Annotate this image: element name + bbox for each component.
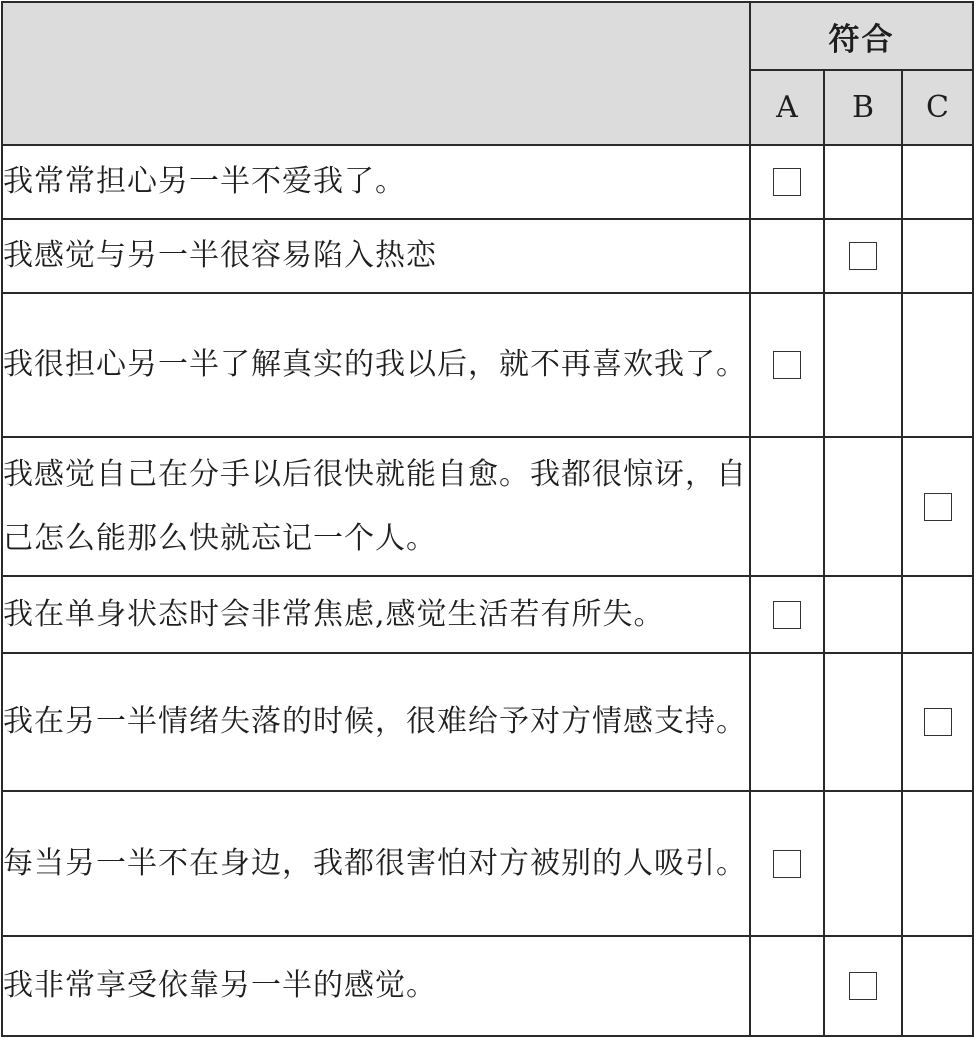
checkbox-a[interactable] — [773, 351, 801, 379]
checkbox-a[interactable] — [773, 168, 801, 196]
option-cell-a — [750, 437, 824, 576]
question-row — [2, 437, 973, 576]
option-header-c: C — [902, 70, 973, 145]
checkbox-b[interactable] — [849, 242, 877, 270]
checkbox-a[interactable] — [773, 850, 801, 878]
option-cell-a — [750, 936, 824, 1036]
question-statement: 我非常享受依靠另一半的感觉。 — [2, 936, 750, 1036]
option-cell-c — [902, 936, 973, 1036]
option-cell-a — [750, 653, 824, 791]
option-cell-a — [750, 293, 824, 437]
checkbox-a[interactable] — [773, 601, 801, 629]
question-statement: 我感觉自己在分手以后很快就能自愈。我都很惊讶，自己怎么能那么快就忘记一个人。 — [2, 437, 750, 576]
option-cell-b — [824, 576, 902, 653]
checkbox-c[interactable] — [924, 708, 952, 736]
question-row — [2, 145, 973, 219]
option-cell-a — [750, 576, 824, 653]
checkbox-b[interactable] — [849, 972, 877, 1000]
question-row — [2, 791, 973, 936]
question-row — [2, 936, 973, 1036]
option-cell-b — [824, 936, 902, 1036]
question-statement: 我在另一半情绪失落的时候，很难给予对方情感支持。 — [2, 653, 750, 791]
option-cell-b — [824, 791, 902, 936]
option-header-b: B — [824, 70, 902, 145]
statement-header-cell — [2, 2, 750, 145]
option-cell-c — [902, 293, 973, 437]
option-cell-a — [750, 791, 824, 936]
option-cell-c — [902, 653, 973, 791]
checkbox-c[interactable] — [924, 493, 952, 521]
question-row — [2, 576, 973, 653]
question-row — [2, 219, 973, 293]
attachment-questionnaire-table — [1, 1, 974, 1037]
question-statement: 每当另一半不在身边，我都很害怕对方被别的人吸引。 — [2, 791, 750, 936]
question-statement: 我感觉与另一半很容易陷入热恋 — [2, 219, 750, 293]
option-cell-c — [902, 145, 973, 219]
question-statement: 我在单身状态时会非常焦虑,感觉生活若有所失。 — [2, 576, 750, 653]
option-cell-c — [902, 791, 973, 936]
option-cell-b — [824, 437, 902, 576]
option-cell-c — [902, 576, 973, 653]
option-cell-c — [902, 219, 973, 293]
option-cell-b — [824, 145, 902, 219]
option-cell-b — [824, 653, 902, 791]
option-cell-c — [902, 437, 973, 576]
option-cell-b — [824, 219, 902, 293]
question-row — [2, 653, 973, 791]
question-statement: 我常常担心另一半不爱我了。 — [2, 145, 750, 219]
option-cell-a — [750, 219, 824, 293]
match-group-header: 符合 — [750, 2, 973, 70]
header-row-group — [2, 2, 973, 70]
option-header-a: A — [750, 70, 824, 145]
option-cell-b — [824, 293, 902, 437]
question-row — [2, 293, 973, 437]
question-statement: 我很担心另一半了解真实的我以后，就不再喜欢我了。 — [2, 293, 750, 437]
option-cell-a — [750, 145, 824, 219]
